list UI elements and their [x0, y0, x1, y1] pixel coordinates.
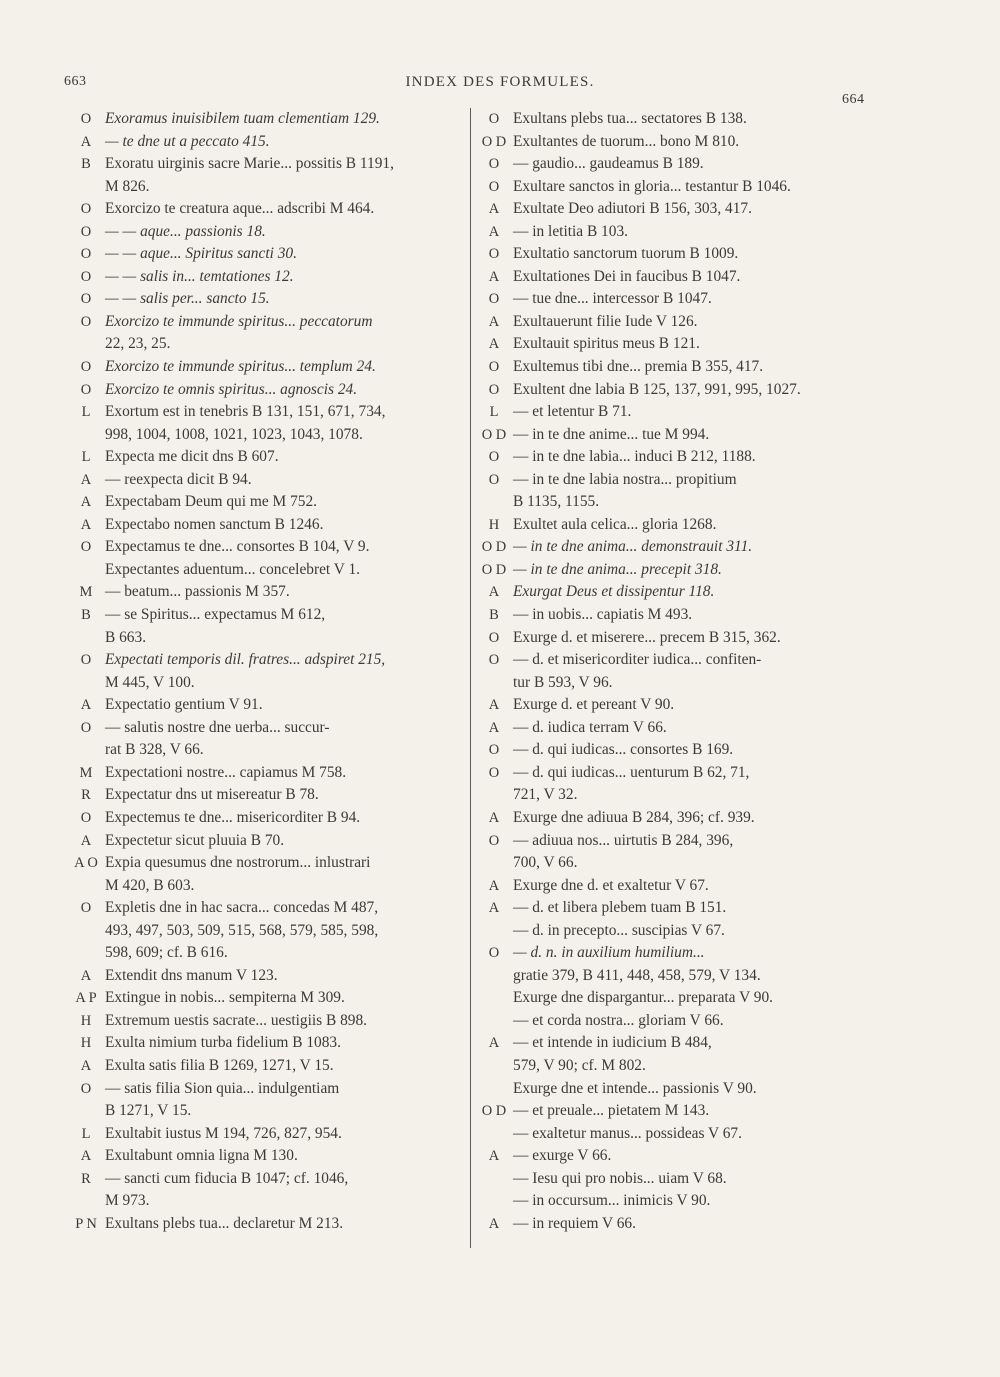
index-entry: [478, 176, 874, 199]
entry-type-marker: A: [80, 832, 92, 849]
entry-text: Exultans plebs tua... sectatores B 138.: [513, 110, 747, 127]
entry-type-marker: O: [488, 629, 500, 646]
entry-type-marker: A: [80, 494, 92, 511]
index-entry: [478, 1123, 874, 1146]
entry-type-marker: O: [80, 652, 92, 669]
entry-text: — gaudio... gaudeamus B 189.: [513, 155, 704, 173]
entry-text: — in occursum... inimicis V 90.: [513, 1192, 711, 1210]
entry-text: — in te dne anima... precepit 318.: [513, 560, 722, 578]
entry-type-marker: O: [80, 246, 92, 263]
index-entry: [70, 739, 465, 762]
entry-text: Exurge d. et pereant V 90.: [513, 696, 675, 714]
entry-text: Expletis dne in hac sacra... concedas M 487,: [105, 899, 379, 917]
entry-type-marker: O: [80, 539, 92, 556]
entry-type-marker: A: [488, 201, 500, 218]
entry-text: Exurgat Deus et dissipentur 118.: [513, 583, 715, 601]
index-entry: [70, 198, 465, 221]
entry-type-marker: O: [80, 359, 92, 376]
index-entry: [70, 830, 465, 853]
entry-text: — d. et libera plebem tuam B 151.: [513, 899, 727, 917]
index-entry: [478, 830, 874, 853]
entry-type-marker: O: [488, 156, 500, 173]
entry-type-marker: A: [80, 133, 92, 150]
index-entry: [478, 1168, 874, 1191]
entry-text: — adiuua nos... uirtutis B 284, 396,: [513, 831, 734, 849]
entry-text: tur B 593, V 96.: [513, 673, 613, 691]
entry-text: Exultauerunt filie Iude V 126.: [513, 312, 698, 330]
entry-type-marker: O: [488, 742, 500, 759]
entry-type-marker: A: [488, 313, 500, 330]
entry-text: — et corda nostra... gloriam V 66.: [513, 1011, 724, 1029]
index-entry: [478, 581, 874, 604]
index-entry: [70, 942, 465, 965]
entry-type-marker: A P: [75, 990, 97, 1007]
index-entry: [70, 762, 465, 785]
entry-text: M 973.: [105, 1192, 150, 1210]
entry-text: — in te dne anime... tue M 994.: [513, 425, 710, 443]
entry-text: — d. iudica terram V 66.: [513, 718, 667, 736]
entry-text: Exultantes de tuorum... bono M 810.: [513, 132, 740, 150]
entry-text: Exoratu uirginis sacre Marie... possitis B 1191,: [105, 155, 394, 173]
index-entry: [478, 920, 874, 943]
index-entry: [70, 920, 465, 943]
page-number-right: 664: [842, 92, 865, 107]
page-title: INDEX DES FORMULES.: [405, 74, 595, 90]
entry-text: B 663.: [105, 628, 147, 646]
index-entry: [478, 333, 874, 356]
entry-text: — d. n. in auxilium humilium...: [513, 944, 705, 962]
entry-type-marker: B: [81, 156, 91, 173]
entry-type-marker: O: [488, 381, 500, 398]
index-entry: [70, 807, 465, 830]
entry-text: — et preuale... pietatem M 143.: [513, 1102, 710, 1120]
entry-type-marker: P N: [75, 1215, 97, 1232]
entry-text: Expectabo nomen sanctum B 1246.: [105, 515, 324, 533]
entry-type-marker: O: [488, 111, 500, 127]
index-entry: [70, 875, 465, 898]
entry-type-marker: O: [80, 719, 92, 736]
entry-text: Expectamus te dne... consortes B 104, V 9.: [105, 538, 370, 556]
entry-text: Exultatio sanctorum tuorum B 1009.: [513, 245, 739, 263]
index-entry: [478, 153, 874, 176]
entry-text: Exorcizo te immunde spiritus... peccatorum: [105, 312, 373, 330]
entry-type-marker: A: [488, 1148, 500, 1165]
entry-type-marker: H: [80, 1012, 92, 1029]
entry-text: — tue dne... intercessor B 1047.: [513, 290, 712, 308]
entry-text: — in te dne labia nostra... propitium: [513, 470, 737, 488]
entry-text: — d. qui iudicas... consortes B 169.: [513, 741, 734, 759]
entry-text: — et intende in iudicium B 484,: [513, 1034, 712, 1052]
entry-type-marker: A: [488, 900, 500, 917]
index-entry: [478, 1078, 874, 1101]
entry-type-marker: M: [79, 764, 93, 781]
entry-type-marker: A: [80, 697, 92, 714]
entry-text: Extingue in nobis... sempiterna M 309.: [105, 989, 345, 1007]
entry-text: Exorcizo te immunde spiritus... templum 24.: [105, 358, 376, 376]
entry-text: Exurge dne d. et exaltetur V 67.: [513, 876, 709, 894]
entry-type-marker: A: [488, 223, 500, 240]
entry-text: — te dne ut a peccato 415.: [105, 132, 270, 150]
entry-type-marker: O: [80, 809, 92, 826]
index-entry: [70, 401, 465, 424]
entry-type-marker: A: [80, 1057, 92, 1074]
entry-type-marker: O D: [481, 133, 507, 150]
entry-type-marker: A: [488, 268, 500, 285]
entry-text: — in requiem V 66.: [513, 1214, 636, 1232]
entry-type-marker: L: [81, 449, 91, 466]
entry-text: M 826.: [105, 177, 150, 195]
index-entry: [478, 424, 874, 447]
entry-text: Exurge dne et intende... passionis V 90.: [513, 1079, 757, 1097]
index-entry: [70, 581, 465, 604]
index-entry: [70, 649, 465, 672]
entry-type-marker: L: [81, 404, 91, 421]
index-entry: [70, 333, 465, 356]
entry-type-marker: A: [488, 877, 500, 894]
entry-type-marker: O: [488, 764, 500, 781]
entry-type-marker: A: [488, 809, 500, 826]
right-column: [478, 108, 874, 1235]
index-entry: [478, 1190, 874, 1213]
entry-type-marker: O D: [481, 561, 507, 578]
index-entry: [478, 1055, 874, 1078]
index-entry: [70, 311, 465, 334]
index-entry: [70, 1168, 465, 1191]
entry-type-marker: O: [80, 268, 92, 285]
index-entry: [478, 875, 874, 898]
entry-type-marker: O: [80, 201, 92, 218]
entry-type-marker: O: [488, 652, 500, 669]
entry-type-marker: B: [81, 607, 91, 624]
entry-text: M 445, V 100.: [105, 673, 195, 691]
entry-text: Exultauit spiritus meus B 121.: [513, 335, 700, 353]
entry-type-marker: O: [80, 291, 92, 308]
entry-type-marker: O: [488, 945, 500, 962]
index-entry: [70, 717, 465, 740]
index-entry: [70, 1145, 465, 1168]
entry-text: — — salis per... sancto 15.: [105, 290, 270, 308]
index-entry: [70, 1100, 465, 1123]
entry-type-marker: A: [488, 1215, 500, 1232]
index-entry: [478, 198, 874, 221]
index-entry: [70, 379, 465, 402]
index-entry: [478, 108, 874, 131]
entry-type-marker: A: [488, 719, 500, 736]
index-entry: [478, 446, 874, 469]
entry-type-marker: A: [488, 1035, 500, 1052]
index-entry: [70, 784, 465, 807]
entry-text: — — salis in... temtationes 12.: [105, 267, 294, 285]
index-entry: [70, 1190, 465, 1213]
entry-text: — in uobis... capiatis M 493.: [513, 606, 693, 624]
entry-type-marker: A: [80, 1148, 92, 1165]
entry-text: — reexpecta dicit B 94.: [105, 470, 252, 488]
entry-text: Exultabunt omnia ligna M 130.: [105, 1147, 298, 1165]
entry-text: Exurge dne adiuua B 284, 396; cf. 939.: [513, 808, 755, 826]
entry-text: Exultemus tibi dne... premia B 355, 417.: [513, 358, 764, 376]
index-entry: [478, 897, 874, 920]
entry-type-marker: A: [488, 697, 500, 714]
entry-type-marker: O: [488, 832, 500, 849]
index-entry: [478, 762, 874, 785]
entry-text: Expia quesumus dne nostrorum... inlustrari: [105, 854, 371, 872]
entry-text: 721, V 32.: [513, 786, 578, 804]
entry-type-marker: O: [488, 359, 500, 376]
page-number-left: 663: [64, 74, 87, 89]
entry-text: — — aque... passionis 18.: [105, 222, 266, 240]
entry-type-marker: A: [80, 516, 92, 533]
entry-text: Extendit dns manum V 123.: [105, 966, 278, 984]
entry-type-marker: A: [80, 471, 92, 488]
entry-text: Expectatio gentium V 91.: [105, 696, 263, 714]
index-entry: [70, 604, 465, 627]
entry-type-marker: O: [80, 223, 92, 240]
entry-text: Exultet aula celica... gloria 1268.: [513, 515, 717, 533]
entry-text: — beatum... passionis M 357.: [105, 583, 290, 601]
index-entry: [478, 694, 874, 717]
entry-type-marker: O: [488, 449, 500, 466]
index-entry: [70, 694, 465, 717]
entry-text: rat B 328, V 66.: [105, 741, 204, 759]
entry-text: Exulta satis filia B 1269, 1271, V 15.: [105, 1056, 334, 1074]
index-entry: [70, 672, 465, 695]
entry-type-marker: O: [488, 291, 500, 308]
index-entry: [478, 559, 874, 582]
index-entry: [70, 965, 465, 988]
entry-text: 579, V 90; cf. M 802.: [513, 1056, 646, 1074]
entry-text: — exurge V 66.: [513, 1147, 612, 1165]
entry-text: — exaltetur manus... possideas V 67.: [513, 1124, 742, 1142]
index-entry: [478, 379, 874, 402]
entry-text: Exorcizo te creatura aque... adscribi M 464.: [105, 200, 375, 218]
entry-text: — d. et misericorditer iudica... confiten-: [513, 651, 762, 669]
entry-text: 700, V 66.: [513, 854, 578, 872]
index-entry: [70, 288, 465, 311]
index-entry: [478, 1213, 874, 1236]
entry-text: — d. qui iudicas... uenturum B 62, 71,: [513, 763, 750, 781]
entry-text: 22, 23, 25.: [105, 335, 171, 353]
index-entry: [70, 627, 465, 650]
entry-text: Exultate Deo adiutori B 156, 303, 417.: [513, 200, 752, 218]
index-entry: [478, 807, 874, 830]
index-entry: [478, 311, 874, 334]
entry-text: — in te dne anima... demonstrauit 311.: [513, 538, 753, 556]
index-entry: [70, 1078, 465, 1101]
entry-text: — se Spiritus... expectamus M 612,: [105, 606, 326, 624]
entry-text: Exorcizo te omnis spiritus... agnoscis 24.: [105, 380, 358, 398]
entry-type-marker: M: [79, 584, 93, 601]
index-entry: [478, 131, 874, 154]
entry-type-marker: O D: [481, 539, 507, 556]
entry-text: — et letentur B 71.: [513, 403, 632, 421]
entry-text: Exulta nimium turba fidelium B 1083.: [105, 1034, 341, 1052]
index-entry: [478, 401, 874, 424]
entry-text: — — aque... Spiritus sancti 30.: [105, 245, 297, 263]
index-entry: [70, 514, 465, 537]
entry-type-marker: O: [488, 471, 500, 488]
entry-text: B 1135, 1155.: [513, 493, 600, 511]
entry-type-marker: O: [80, 900, 92, 917]
entry-text: Exultabit iustus M 194, 726, 827, 954.: [105, 1124, 342, 1142]
entry-text: 998, 1004, 1008, 1021, 1023, 1043, 1078.: [105, 425, 363, 443]
entry-text: — d. in precepto... suscipias V 67.: [513, 921, 725, 939]
index-entry: [70, 536, 465, 559]
index-entry: [478, 356, 874, 379]
entry-type-marker: O: [80, 381, 92, 398]
index-entry: [478, 852, 874, 875]
column-divider: [470, 108, 471, 1248]
entry-text: Expectationi nostre... capiamus M 758.: [105, 763, 347, 781]
index-entry: [478, 1010, 874, 1033]
index-entry: [70, 131, 465, 154]
entry-type-marker: H: [488, 516, 500, 533]
index-entry: [70, 176, 465, 199]
entry-text: — Iesu qui pro nobis... uiam V 68.: [513, 1169, 727, 1187]
entry-type-marker: A: [80, 967, 92, 984]
index-entry: [70, 356, 465, 379]
entry-text: Expectabam Deum qui me M 752.: [105, 493, 317, 511]
entry-text: — satis filia Sion quia... indulgentiam: [105, 1079, 340, 1097]
index-entry: [478, 739, 874, 762]
index-entry: [478, 717, 874, 740]
index-entry: [70, 424, 465, 447]
index-entry: [70, 987, 465, 1010]
entry-type-marker: O: [488, 178, 500, 195]
index-entry: [478, 627, 874, 650]
index-entry: [70, 108, 465, 131]
index-entry: [478, 536, 874, 559]
index-entry: [70, 852, 465, 875]
index-entry: [478, 491, 874, 514]
entry-text: Exultans plebs tua... declaretur M 213.: [105, 1214, 344, 1232]
entry-type-marker: A O: [74, 855, 98, 872]
index-entry: [70, 446, 465, 469]
entry-type-marker: H: [80, 1035, 92, 1052]
entry-text: M 420, B 603.: [105, 876, 195, 894]
entry-text: 598, 609; cf. B 616.: [105, 944, 228, 962]
entry-type-marker: B: [489, 607, 499, 624]
entry-text: B 1271, V 15.: [105, 1102, 192, 1120]
entry-text: gratie 379, B 411, 448, 458, 579, V 134.: [513, 966, 761, 984]
index-entry: [478, 221, 874, 244]
index-entry: [478, 1100, 874, 1123]
index-entry: [70, 1010, 465, 1033]
entry-type-marker: R: [81, 787, 91, 804]
entry-type-marker: O: [80, 111, 92, 127]
index-entry: [70, 491, 465, 514]
index-entry: [478, 266, 874, 289]
index-entry: [478, 942, 874, 965]
left-column: [70, 108, 465, 1235]
entry-text: Expectati temporis dil. fratres... adspiret 215,: [105, 651, 386, 669]
index-entry: [70, 559, 465, 582]
entry-type-marker: L: [81, 1125, 91, 1142]
index-entry: [70, 266, 465, 289]
entry-text: Exoramus inuisibilem tuam clementiam 129.: [105, 110, 380, 127]
entry-text: — salutis nostre dne uerba... succur-: [105, 718, 330, 736]
entry-text: — in letitia B 103.: [513, 222, 628, 240]
entry-text: Expectatur dns ut misereatur B 78.: [105, 786, 319, 804]
index-entry: [478, 243, 874, 266]
index-entry: [70, 1213, 465, 1236]
index-entry: [478, 469, 874, 492]
index-entry: [478, 514, 874, 537]
entry-type-marker: A: [488, 336, 500, 353]
entry-type-marker: A: [488, 584, 500, 601]
index-entry: [70, 1123, 465, 1146]
index-entry: [478, 1145, 874, 1168]
index-entry: [478, 649, 874, 672]
entry-text: Exultent dne labia B 125, 137, 991, 995, 1027.: [513, 380, 801, 398]
entry-text: Expectemus te dne... misericorditer B 94.: [105, 808, 361, 826]
entry-text: Exurge d. et miserere... precem B 315, 362.: [513, 628, 781, 646]
index-entry: [478, 1032, 874, 1055]
entry-text: — in te dne labia... induci B 212, 1188.: [513, 448, 756, 466]
entry-type-marker: L: [489, 404, 499, 421]
index-entry: [70, 1055, 465, 1078]
index-entry: [478, 987, 874, 1010]
entry-text: Exortum est in tenebris B 131, 151, 671, 734,: [105, 403, 386, 421]
entry-text: 493, 497, 503, 509, 515, 568, 579, 585, 598,: [105, 921, 379, 939]
entry-type-marker: O: [488, 246, 500, 263]
entry-text: — sancti cum fiducia B 1047; cf. 1046,: [105, 1169, 349, 1187]
index-entry: [70, 897, 465, 920]
index-entry: [478, 288, 874, 311]
index-entry: [70, 153, 465, 176]
entry-text: Expectetur sicut pluuia B 70.: [105, 831, 285, 849]
entry-type-marker: O: [80, 313, 92, 330]
index-entry: [478, 965, 874, 988]
entry-type-marker: R: [81, 1170, 91, 1187]
entry-type-marker: O D: [481, 426, 507, 443]
index-entry: [70, 221, 465, 244]
entry-text: Exultationes Dei in faucibus B 1047.: [513, 267, 741, 285]
entry-text: Exultare sanctos in gloria... testantur B 1046.: [513, 177, 791, 195]
entry-text: Expectantes aduentum... concelebret V 1.: [105, 560, 360, 578]
entry-type-marker: O: [80, 1080, 92, 1097]
index-entry: [478, 672, 874, 695]
index-entry: [478, 784, 874, 807]
entry-text: Extremum uestis sacrate... uestigiis B 898.: [105, 1011, 368, 1029]
index-entry: [70, 1032, 465, 1055]
entry-text: Exurge dne dispargantur... preparata V 90.: [513, 989, 774, 1007]
entry-text: Expecta me dicit dns B 607.: [105, 448, 279, 466]
index-entry: [70, 243, 465, 266]
index-entry: [478, 604, 874, 627]
entry-type-marker: O D: [481, 1103, 507, 1120]
index-entry: [70, 469, 465, 492]
